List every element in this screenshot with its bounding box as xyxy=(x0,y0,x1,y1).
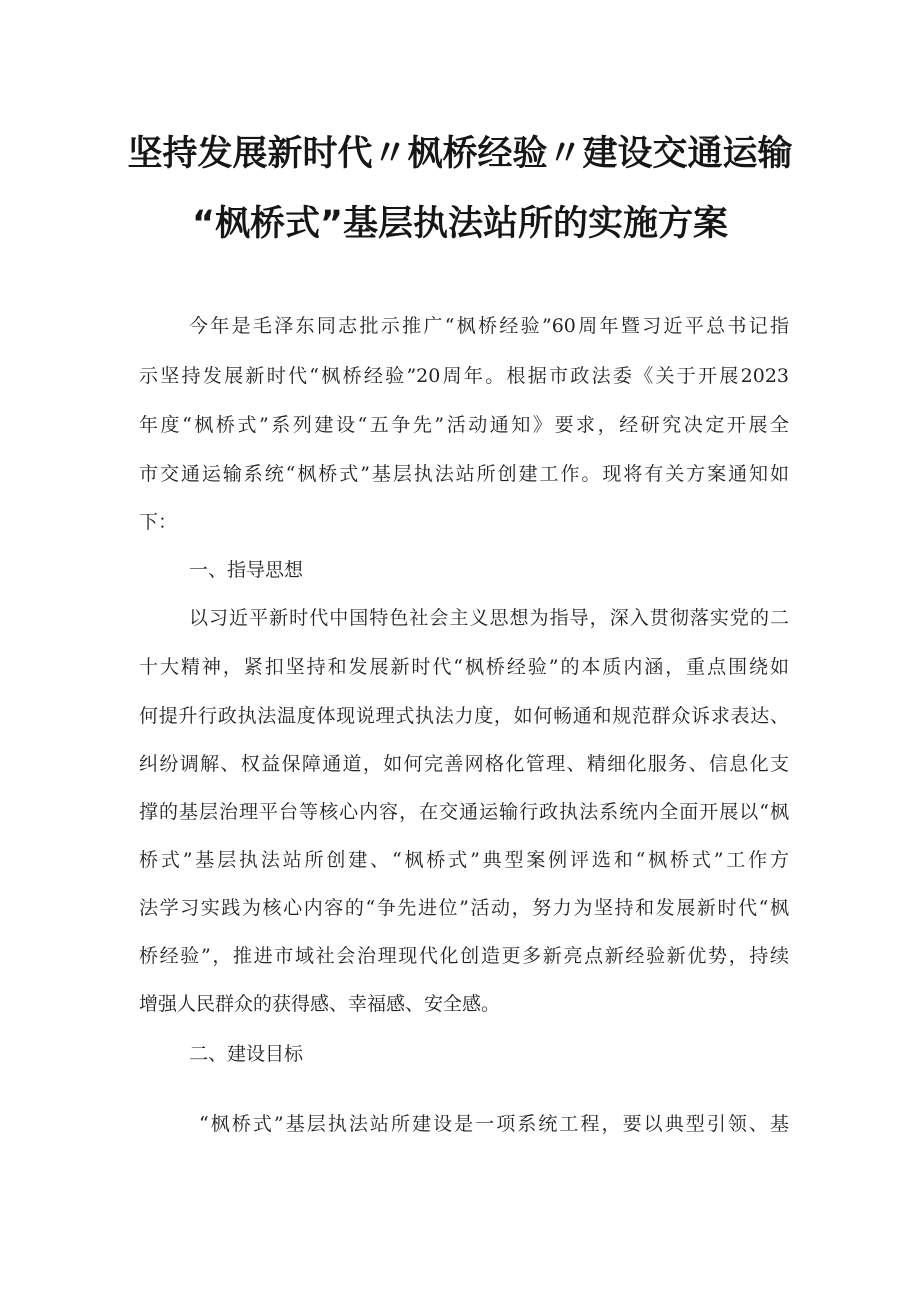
section1-line-1: 以习近平新时代中国特色社会主义思想为指导，深入贯彻落实党的二 xyxy=(189,607,789,629)
section1-line-5: 撑的基层治理平台等核心内容，在交通运输行政执法系统内全面开展以“枫 xyxy=(139,801,789,823)
document-title-line-2: “枫桥式”基层执法站所的实施方案 xyxy=(191,204,728,244)
section1-line-2: 十大精神，紧扣坚持和发展新时代“枫桥经验”的本质内涵，重点围绕如 xyxy=(139,656,789,678)
intro-line-4: 市交通运输系统“枫桥式”基层执法站所创建工作。现将有关方案通知如 xyxy=(139,463,789,485)
section1-line-6: 桥式”基层执法站所创建、“枫桥式”典型案例评选和“枫桥式”工作方 xyxy=(139,849,789,871)
section1-line-4: 纠纷调解、权益保障通道，如何完善网格化管理、精细化服务、信息化支 xyxy=(139,753,789,775)
section1-line-3: 何提升行政执法温度体现说理式执法力度，如何畅通和规范群众诉求表达、 xyxy=(139,705,789,727)
section2-line-1: “枫桥式”基层执法站所建设是一项系统工程，要以典型引领、基 xyxy=(199,1113,789,1135)
document-title-line-1: 坚持发展新时代〃枫桥经验〃建设交通运输 xyxy=(127,134,793,174)
section1-line-9: 增强人民群众的获得感、幸福感、安全感。 xyxy=(139,993,501,1015)
section-heading-guiding-ideology: 一、指导思想 xyxy=(189,559,304,581)
section1-line-7: 法学习实践为核心内容的“争先进位”活动，努力为坚持和发展新时代“枫 xyxy=(139,897,789,919)
section1-line-8: 桥经验”，推进市域社会治理现代化创造更多新亮点新经验新优势，持续 xyxy=(139,945,789,967)
intro-line-3: 年度“枫桥式”系列建设“五争先”活动通知》要求，经研究决定开展全 xyxy=(139,414,789,436)
intro-line-5: 下： xyxy=(139,511,178,533)
section-heading-construction-goals: 二、建设目标 xyxy=(189,1043,304,1065)
intro-line-1: 今年是毛泽东同志批示推广“枫桥经验”60周年暨习近平总书记指 xyxy=(189,315,789,337)
intro-line-2: 示坚持发展新时代“枫桥经验”20周年。根据市政法委《关于开展2023 xyxy=(139,365,789,387)
